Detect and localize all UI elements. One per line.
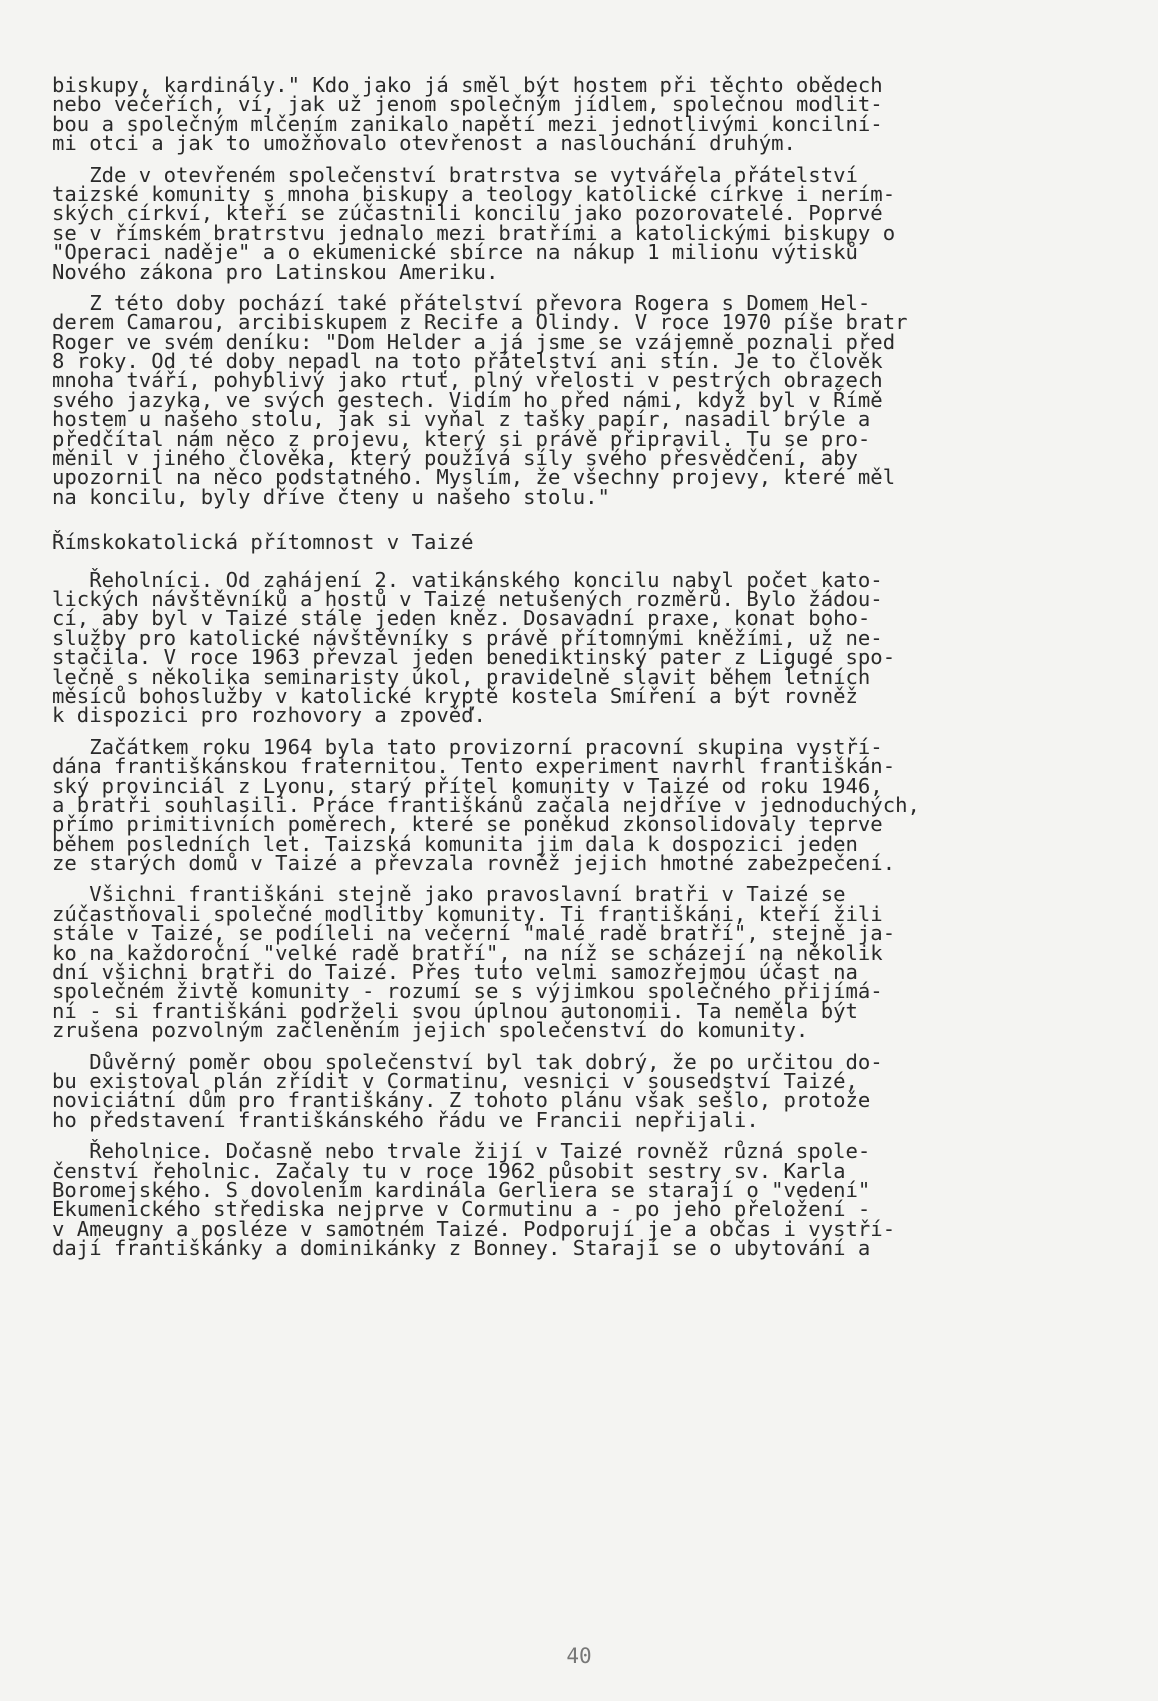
text-line: hostem u našeho stolu, jak si vyňal z tašky papír, nasadil brýle a [52, 407, 871, 432]
text-line: nebo večeřích, ví, jak už jenom společným jídlem, společnou modlit- [52, 92, 883, 117]
text-line: ských církví, kteří se zúčastnili koncilu jako pozorovatelé. Poprvé [52, 201, 883, 226]
text-line: zrušena pozvolným začleněním jejich společenství do komunity. [52, 1018, 809, 1043]
text-line: měnil v jiného člověka, který používá síly svého přesvědčení, aby [52, 446, 858, 471]
text-line: měsíců bohoslužby v katolické kryptě kostela Smíření a být rovněž [52, 683, 858, 708]
text-line: Řeholníci. Od zahájení 2. vatikánského koncilu nabyl počet kato- [52, 567, 883, 592]
section-heading: Římskokatolická přítomnost v Taizé [52, 530, 474, 555]
text-line: předčítal nám něco z projevu, který si právě připravil. Tu se pro- [52, 426, 871, 451]
text-line: Všichni františkáni stejně jako pravoslavní bratři v Taizé se [52, 882, 846, 907]
text-line: Začátkem roku 1964 byla tato provizorní pracovní skupina vystří- [52, 734, 883, 759]
text-line: ko na každoroční "velké radě bratří", na níž se scházejí na několik [52, 940, 883, 965]
text-line: se v římském bratrstvu jednalo mezi bratřími a katolickými biskupy o [52, 220, 896, 245]
text-line: stále v Taizé, se podíleli na večerní "malé radě bratří", stejně ja- [52, 921, 896, 946]
text-line: dána františkánskou fraternitou. Tento experiment navrhl františkán- [52, 754, 896, 779]
text-line: ze starých domů v Taizé a převzala rovněž jejich hmotné zabezpečení. [52, 851, 896, 876]
paragraph [52, 73, 1118, 156]
text-body-bottom [52, 567, 1118, 1261]
text-line: čenství řeholnic. Začaly tu v roce 1962 působit sestry sv. Karla [52, 1158, 846, 1183]
text-line: Roger ve svém deníku: "Dom Helder a já jsme se vzájemně poznali před [52, 329, 896, 354]
text-line: taizské komunity s mnoha biskupy a teology katolické církve i nerím- [52, 181, 896, 206]
paragraph [52, 1049, 1118, 1132]
paragraph [52, 162, 1118, 284]
text-line: Řeholnice. Dočasně nebo trvale žijí v Taizé rovněž různá spole- [52, 1139, 871, 1164]
text-line: cí, aby byl v Taizé stále jeden kněz. Dosavadní praxe, konat boho- [52, 606, 871, 631]
page-number: 40 [566, 1644, 592, 1668]
paragraph [52, 882, 1118, 1043]
paragraph [52, 1139, 1118, 1261]
text-line: stačila. V roce 1963 převzal jeden benediktinský pater z Ligugé spo- [52, 645, 896, 670]
text-line: "Operaci naděje" a o ekumenické sbírce na nákup 1 milionu výtisků [52, 240, 858, 265]
text-line: k dispozici pro rozhovory a zpověď. [52, 703, 486, 728]
text-line: Boromejského. S dovolením kardinála Gerliera se starají o "vedení" [52, 1177, 871, 1202]
text-line: ho představení františkánského řádu ve Francii nepřijali. [52, 1107, 759, 1132]
text-line: ní - si františkáni podrželi svou úplnou autonomii. Ta neměla být [52, 998, 858, 1023]
text-line: dní všichni bratři do Taizé. Přes tuto velmi samozřejmou účast na [52, 960, 858, 985]
text-line: biskupy, kardinály." Kdo jako já směl být hostem při těchto obědech [52, 73, 883, 97]
text-line: mi otci a jak to umožňovalo otevřenost a naslouchání druhým. [52, 131, 796, 156]
text-line: společném živtě komunity - rozumí se s výjimkou společného přijímá- [52, 979, 883, 1004]
text-line: Zde v otevřeném společenství bratrstva se vytvářela přátelství [52, 162, 858, 187]
text-line: během posledních let. Taizská komunita jim dala k dospozici jeden [52, 831, 858, 856]
text-body-top [52, 73, 1118, 509]
text-line: služby pro katolické návštěvníky s právě přítomnými kněžími, už ne- [52, 625, 883, 650]
text-line: Důvěrný poměr obou společenství byl tak dobrý, že po určitou do- [52, 1049, 883, 1074]
text-line: přímo primitivních poměrech, které se poněkud zkonsolidovaly teprve [52, 812, 883, 837]
text-line: mnoha tváří, pohyblivý jako rtuť, plný vřelosti v pestrých obrazech [52, 368, 883, 393]
text-line: bou a společným mlčením zanikalo napětí mezi jednotlivými koncilní- [52, 111, 883, 136]
paragraph [52, 734, 1118, 876]
text-line: Z této doby pochází také přátelství převora Rogera s Domem Hel- [52, 290, 871, 315]
text-line: upozornil na něco podstatného. Myslím, že všechny projevy, které měl [52, 465, 896, 490]
text-line: bu existoval plán zřídit v Cormatinu, vesnici v sousedství Taizé, [52, 1068, 858, 1093]
paragraph [52, 290, 1118, 509]
text-line: ský provinciál z Lyonu, starý přítel komunity v Taizé od roku 1946, [52, 773, 883, 798]
text-line: noviciátní dům pro františkány. Z tohoto plánu však sešlo, protože [52, 1088, 871, 1113]
text-line: v Ameugny a posléze v samotném Taizé. Podporují je a občas i vystří- [52, 1216, 896, 1241]
text-line: zúčastňovali společné modlitby komunity. Ti františkáni, kteří žili [52, 901, 883, 926]
text-line: Nového zákona pro Latinskou Ameriku. [52, 259, 499, 284]
text-line: derem Camarou, arcibiskupem z Recife a Olindy. V roce 1970 píše bratr [52, 310, 908, 335]
text-line: lických návštěvníků a hostů v Taizé netušených rozměrů. Bylo žádou- [52, 586, 883, 611]
text-line: a bratři souhlasili. Práce františkánů začala nejdříve v jednoduchých, [52, 792, 920, 817]
text-line: dají františkánky a dominikánky z Bonney. Starají se o ubytování a [52, 1236, 871, 1261]
text-line: lečně s několika seminaristy úkol, pravidelně slavit během letních [52, 664, 871, 689]
text-line: 8 roky. Od té doby nepadl na toto přátelství ani stín. Je to člověk [52, 349, 883, 374]
text-line: svého jazyka, ve svých gestech. Vidím ho před námi, když byl v Římě [52, 387, 883, 412]
paragraph [52, 567, 1118, 728]
text-line: na koncilu, byly dříve čteny u našeho stolu." [52, 484, 610, 509]
text-line: Ekumenického střediska nejprve v Cormutinu a - po jeho přeložení - [52, 1197, 871, 1222]
